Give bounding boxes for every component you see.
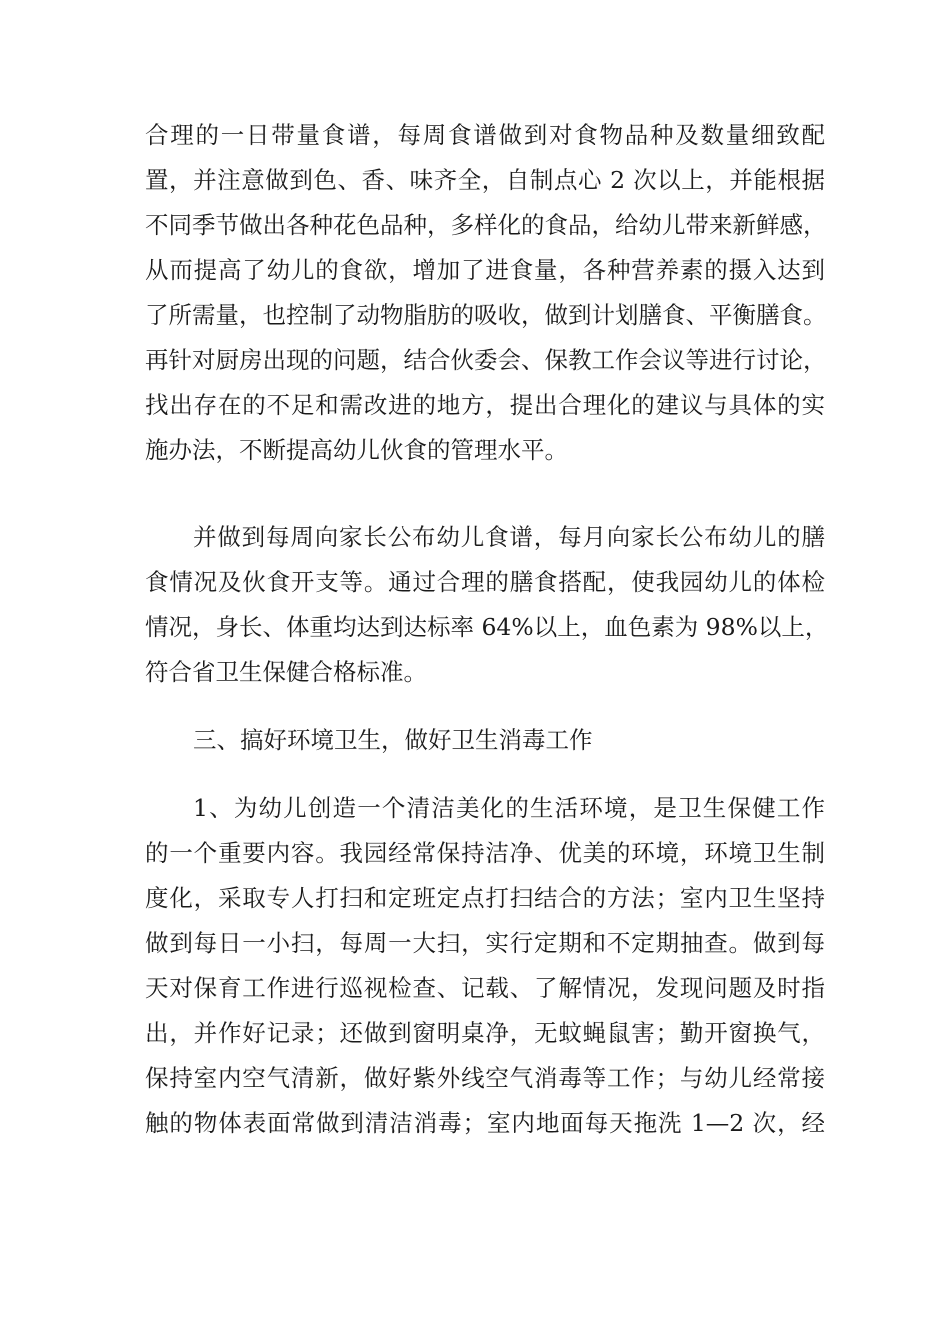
text-line: 天对保育工作进行巡视检查、记载、了解情况，发现问题及时指: [145, 974, 825, 1002]
text-line: 保持室内空气清新，做好紫外线空气消毒等工作；与幼儿经常接: [145, 1064, 825, 1092]
text-line: 符合省卫生保健合格标准。: [145, 658, 427, 686]
text-line: 1、为幼儿创造一个清洁美化的生活环境，是卫生保健工作: [193, 794, 825, 822]
text-line: 找出存在的不足和需改进的地方，提出合理化的建议与具体的实: [145, 391, 825, 419]
text-line: 置，并注意做到色、香、味齐全，自制点心 2 次以上，并能根据: [145, 166, 825, 194]
text-line: 出，并作好记录；还做到窗明桌净，无蚊蝇鼠害；勤开窗换气，: [145, 1019, 825, 1047]
text-line: 触的物体表面常做到清洁消毒；室内地面每天拖洗 1—2 次，经: [145, 1109, 825, 1137]
text-line: 情况，身长、体重均达到达标率 64%以上，血色素为 98%以上，: [145, 613, 829, 641]
text-line: 再针对厨房出现的问题，结合伙委会、保教工作会议等进行讨论，: [145, 346, 827, 374]
text-line: 度化，采取专人打扫和定班定点打扫结合的方法；室内卫生坚持: [145, 884, 825, 912]
text-line: 并做到每周向家长公布幼儿食谱，每月向家长公布幼儿的膳: [193, 523, 825, 551]
section-heading: 三、搞好环境卫生，做好卫生消毒工作: [193, 726, 593, 754]
text-line: 从而提高了幼儿的食欲，增加了进食量，各种营养素的摄入达到: [145, 256, 825, 284]
text-line: 了所需量，也控制了动物脂肪的吸收，做到计划膳食、平衡膳食。: [145, 301, 827, 329]
text-line: 合理的一日带量食谱，每周食谱做到对食物品种及数量细致配: [145, 121, 825, 149]
text-line: 的一个重要内容。我园经常保持洁净、优美的环境，环境卫生制: [145, 839, 825, 867]
text-line: 做到每日一小扫，每周一大扫，实行定期和不定期抽查。做到每: [145, 929, 825, 957]
text-line: 施办法，不断提高幼儿伙食的管理水平。: [145, 436, 568, 464]
text-line: 食情况及伙食开支等。通过合理的膳食搭配，使我园幼儿的体检: [145, 568, 825, 596]
text-line: 不同季节做出各种花色品种，多样化的食品，给幼儿带来新鲜感，: [145, 211, 827, 239]
